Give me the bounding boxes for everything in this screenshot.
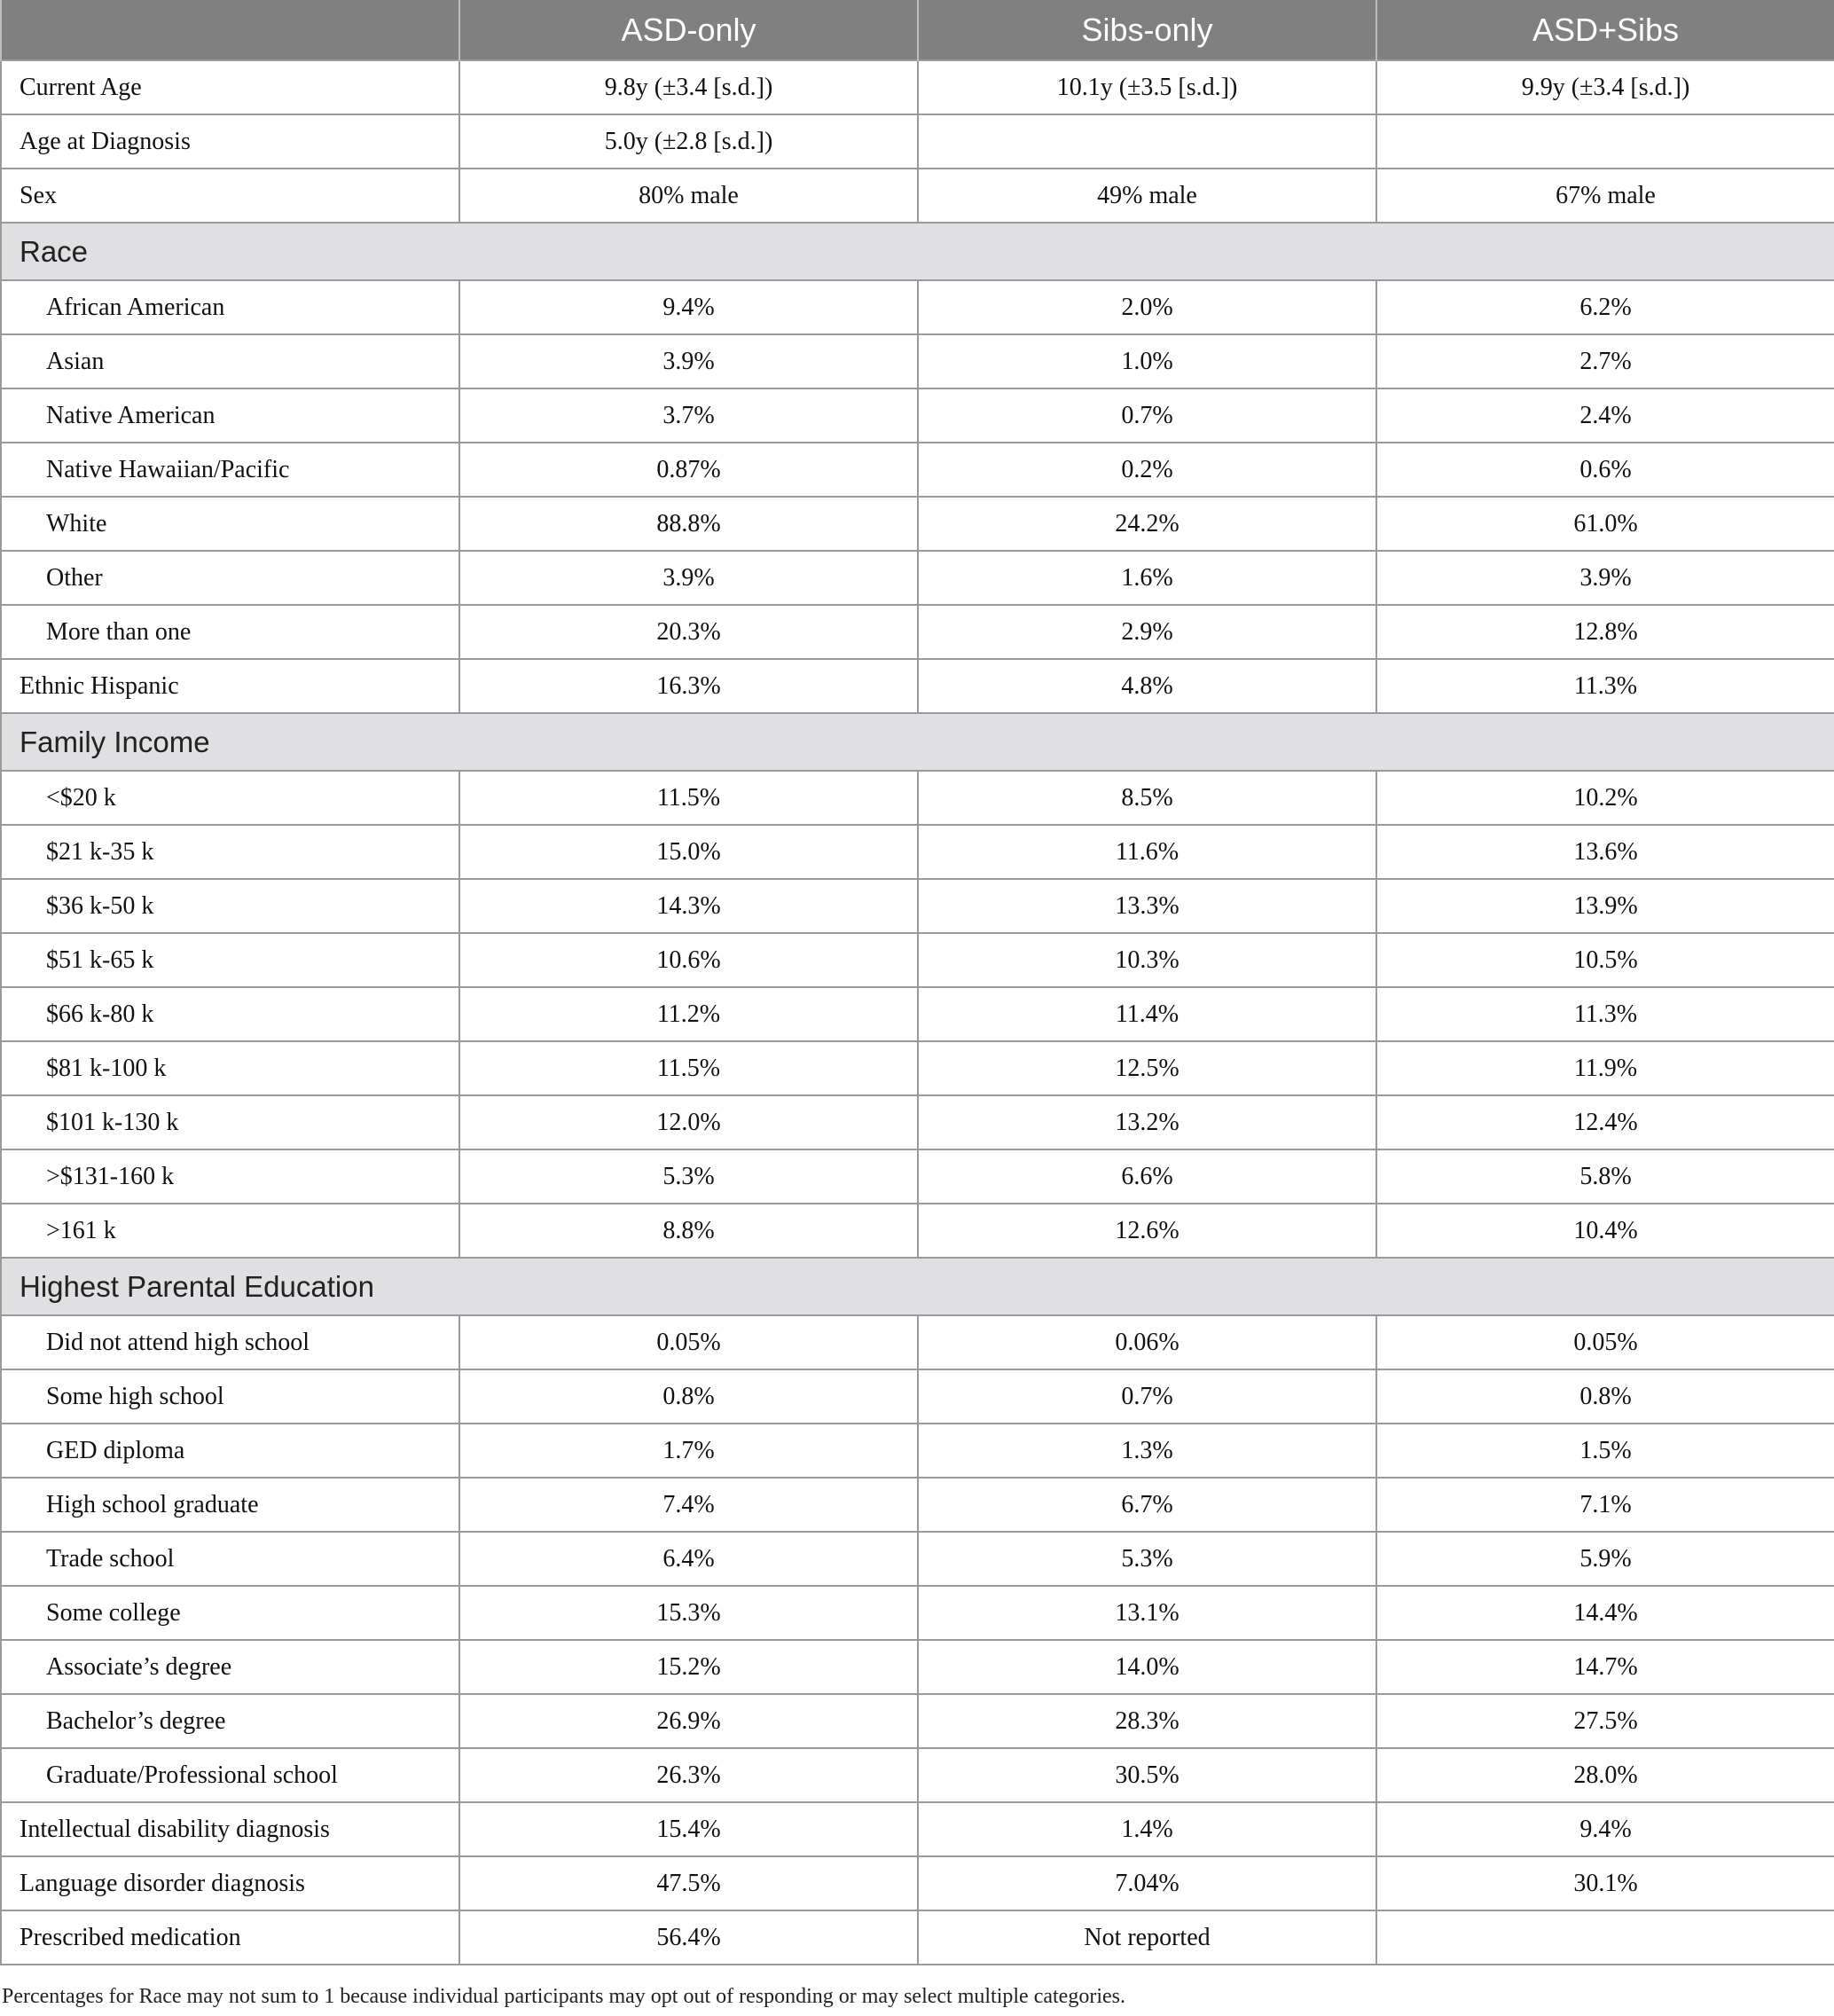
- cell-asd-only: 9.4%: [459, 280, 918, 334]
- row-label: Other: [1, 551, 459, 605]
- row-label: $36 k-50 k: [1, 879, 459, 933]
- header-blank: [1, 0, 459, 60]
- row-label: $66 k-80 k: [1, 987, 459, 1041]
- cell-asd-only: 56.4%: [459, 1910, 918, 1965]
- cell-sibs-only: 30.5%: [918, 1748, 1376, 1802]
- cell-asd-only: 6.4%: [459, 1532, 918, 1586]
- section-header-row: [1, 223, 1834, 280]
- cell-asd-sibs: 11.3%: [1376, 987, 1834, 1041]
- cell-sibs-only: 12.5%: [918, 1041, 1376, 1095]
- row-label: Current Age: [1, 60, 459, 114]
- cell-asd-sibs: 12.4%: [1376, 1095, 1834, 1149]
- table-row: [1, 605, 1834, 659]
- cell-asd-sibs: 0.05%: [1376, 1315, 1834, 1369]
- cell-sibs-only: 7.04%: [918, 1856, 1376, 1910]
- header-asd-only: ASD-only: [459, 0, 918, 60]
- cell-sibs-only: 11.4%: [918, 987, 1376, 1041]
- cell-sibs-only: 12.6%: [918, 1204, 1376, 1258]
- cell-asd-only: 16.3%: [459, 659, 918, 713]
- table-row: [1, 1315, 1834, 1369]
- cell-asd-sibs: 3.9%: [1376, 551, 1834, 605]
- cell-asd-only: 3.7%: [459, 388, 918, 443]
- table-row: [1, 1478, 1834, 1532]
- cell-asd-sibs: [1376, 1910, 1834, 1965]
- header-row: [1, 0, 1834, 60]
- cell-sibs-only: 0.7%: [918, 388, 1376, 443]
- row-label: Age at Diagnosis: [1, 114, 459, 169]
- table-row: [1, 169, 1834, 223]
- cell-asd-only: 15.4%: [459, 1802, 918, 1856]
- cell-asd-only: 15.2%: [459, 1640, 918, 1694]
- cell-asd-only: 15.3%: [459, 1586, 918, 1640]
- table-row: [1, 987, 1834, 1041]
- cell-asd-only: 11.2%: [459, 987, 918, 1041]
- cell-sibs-only: 6.6%: [918, 1149, 1376, 1204]
- cell-asd-sibs: 13.9%: [1376, 879, 1834, 933]
- cell-asd-sibs: 0.8%: [1376, 1369, 1834, 1424]
- table-row: [1, 1149, 1834, 1204]
- cell-asd-sibs: 2.7%: [1376, 334, 1834, 388]
- row-label: Native Hawaiian/Pacific: [1, 443, 459, 497]
- table-body: [1, 60, 1834, 1965]
- cell-sibs-only: 1.3%: [918, 1424, 1376, 1478]
- cell-sibs-only: 10.1y (±3.5 [s.d.]): [918, 60, 1376, 114]
- cell-asd-only: 5.3%: [459, 1149, 918, 1204]
- table-row: [1, 1640, 1834, 1694]
- table-row: [1, 1095, 1834, 1149]
- cell-sibs-only: 28.3%: [918, 1694, 1376, 1748]
- row-label: >161 k: [1, 1204, 459, 1258]
- cell-sibs-only: 0.2%: [918, 443, 1376, 497]
- cell-sibs-only: [918, 114, 1376, 169]
- cell-sibs-only: 24.2%: [918, 497, 1376, 551]
- cell-asd-sibs: 5.8%: [1376, 1149, 1834, 1204]
- cell-sibs-only: 11.6%: [918, 825, 1376, 879]
- row-label: Sex: [1, 169, 459, 223]
- table-row: [1, 60, 1834, 114]
- cell-sibs-only: Not reported: [918, 1910, 1376, 1965]
- cell-asd-sibs: 2.4%: [1376, 388, 1834, 443]
- table-row: [1, 280, 1834, 334]
- cell-asd-only: 0.05%: [459, 1315, 918, 1369]
- cell-asd-sibs: [1376, 114, 1834, 169]
- cell-asd-sibs: 14.7%: [1376, 1640, 1834, 1694]
- table-row: [1, 1802, 1834, 1856]
- cell-asd-only: 15.0%: [459, 825, 918, 879]
- cell-asd-only: 47.5%: [459, 1856, 918, 1910]
- header-asd-sibs: ASD+Sibs: [1376, 0, 1834, 60]
- table-row: [1, 1424, 1834, 1478]
- row-label: Ethnic Hispanic: [1, 659, 459, 713]
- cell-sibs-only: 10.3%: [918, 933, 1376, 987]
- row-label: Asian: [1, 334, 459, 388]
- cell-asd-sibs: 27.5%: [1376, 1694, 1834, 1748]
- table-row: [1, 1910, 1834, 1965]
- cell-sibs-only: 8.5%: [918, 771, 1376, 825]
- row-label: $101 k-130 k: [1, 1095, 459, 1149]
- row-label: White: [1, 497, 459, 551]
- cell-sibs-only: 5.3%: [918, 1532, 1376, 1586]
- cell-sibs-only: 2.0%: [918, 280, 1376, 334]
- table-row: [1, 114, 1834, 169]
- cell-sibs-only: 14.0%: [918, 1640, 1376, 1694]
- row-label: GED diploma: [1, 1424, 459, 1478]
- row-label: Bachelor’s degree: [1, 1694, 459, 1748]
- cell-asd-sibs: 12.8%: [1376, 605, 1834, 659]
- cell-asd-only: 80% male: [459, 169, 918, 223]
- table-row: [1, 659, 1834, 713]
- cell-asd-only: 26.3%: [459, 1748, 918, 1802]
- cell-asd-sibs: 6.2%: [1376, 280, 1834, 334]
- cell-sibs-only: 2.9%: [918, 605, 1376, 659]
- cell-asd-only: 0.8%: [459, 1369, 918, 1424]
- table-row: [1, 388, 1834, 443]
- row-label: Some high school: [1, 1369, 459, 1424]
- cell-sibs-only: 13.3%: [918, 879, 1376, 933]
- row-label: $51 k-65 k: [1, 933, 459, 987]
- cell-sibs-only: 0.7%: [918, 1369, 1376, 1424]
- table-row: [1, 933, 1834, 987]
- row-label: <$20 k: [1, 771, 459, 825]
- cell-asd-sibs: 1.5%: [1376, 1424, 1834, 1478]
- row-label: More than one: [1, 605, 459, 659]
- row-label: High school graduate: [1, 1478, 459, 1532]
- cell-asd-only: 3.9%: [459, 334, 918, 388]
- section-title: Family Income: [1, 713, 1834, 771]
- cell-asd-sibs: 61.0%: [1376, 497, 1834, 551]
- row-label: $81 k-100 k: [1, 1041, 459, 1095]
- header-sibs-only: Sibs-only: [918, 0, 1376, 60]
- table-row: [1, 1369, 1834, 1424]
- cell-asd-sibs: 10.2%: [1376, 771, 1834, 825]
- cell-sibs-only: 13.2%: [918, 1095, 1376, 1149]
- row-label: Intellectual disability diagnosis: [1, 1802, 459, 1856]
- row-label: Graduate/Professional school: [1, 1748, 459, 1802]
- section-header-row: [1, 713, 1834, 771]
- cell-asd-sibs: 7.1%: [1376, 1478, 1834, 1532]
- table-row: [1, 1204, 1834, 1258]
- cell-asd-only: 11.5%: [459, 771, 918, 825]
- table-row: [1, 1586, 1834, 1640]
- cell-asd-only: 10.6%: [459, 933, 918, 987]
- cell-sibs-only: 1.0%: [918, 334, 1376, 388]
- cell-asd-only: 88.8%: [459, 497, 918, 551]
- cell-sibs-only: 4.8%: [918, 659, 1376, 713]
- table-row: [1, 1694, 1834, 1748]
- section-header-row: [1, 1258, 1834, 1315]
- cell-asd-sibs: 30.1%: [1376, 1856, 1834, 1910]
- section-title: Highest Parental Education: [1, 1258, 1834, 1315]
- cell-asd-only: 14.3%: [459, 879, 918, 933]
- cell-asd-only: 8.8%: [459, 1204, 918, 1258]
- row-label: Trade school: [1, 1532, 459, 1586]
- table-row: [1, 551, 1834, 605]
- cell-asd-only: 0.87%: [459, 443, 918, 497]
- row-label: Did not attend high school: [1, 1315, 459, 1369]
- cell-sibs-only: 1.6%: [918, 551, 1376, 605]
- row-label: Language disorder diagnosis: [1, 1856, 459, 1910]
- table-row: [1, 1532, 1834, 1586]
- table-row: [1, 825, 1834, 879]
- cell-asd-only: 5.0y (±2.8 [s.d.]): [459, 114, 918, 169]
- cell-asd-sibs: 11.3%: [1376, 659, 1834, 713]
- table-row: [1, 1041, 1834, 1095]
- table-row: [1, 443, 1834, 497]
- cell-asd-only: 3.9%: [459, 551, 918, 605]
- cell-sibs-only: 49% male: [918, 169, 1376, 223]
- cell-asd-only: 7.4%: [459, 1478, 918, 1532]
- row-label: $21 k-35 k: [1, 825, 459, 879]
- row-label: African American: [1, 280, 459, 334]
- cell-asd-sibs: 9.4%: [1376, 1802, 1834, 1856]
- cell-asd-only: 9.8y (±3.4 [s.d.]): [459, 60, 918, 114]
- cell-asd-sibs: 11.9%: [1376, 1041, 1834, 1095]
- cell-asd-sibs: 5.9%: [1376, 1532, 1834, 1586]
- cell-sibs-only: 13.1%: [918, 1586, 1376, 1640]
- cell-asd-only: 26.9%: [459, 1694, 918, 1748]
- table-footnote: Percentages for Race may not sum to 1 because individual participants may opt out of responding or may select multiple categories.: [2, 1985, 1125, 2008]
- row-label: Some college: [1, 1586, 459, 1640]
- cell-asd-sibs: 10.4%: [1376, 1204, 1834, 1258]
- row-label: Native American: [1, 388, 459, 443]
- cell-asd-only: 12.0%: [459, 1095, 918, 1149]
- row-label: >$131-160 k: [1, 1149, 459, 1204]
- table-row: [1, 771, 1834, 825]
- cell-asd-only: 11.5%: [459, 1041, 918, 1095]
- cell-asd-sibs: 9.9y (±3.4 [s.d.]): [1376, 60, 1834, 114]
- cell-asd-sibs: 67% male: [1376, 169, 1834, 223]
- cell-asd-sibs: 13.6%: [1376, 825, 1834, 879]
- cell-asd-sibs: 10.5%: [1376, 933, 1834, 987]
- cell-asd-only: 1.7%: [459, 1424, 918, 1478]
- table-row: [1, 334, 1834, 388]
- cell-sibs-only: 1.4%: [918, 1802, 1376, 1856]
- table-row: [1, 1856, 1834, 1910]
- cell-sibs-only: 0.06%: [918, 1315, 1376, 1369]
- cell-sibs-only: 6.7%: [918, 1478, 1376, 1532]
- table-row: [1, 879, 1834, 933]
- section-title: Race: [1, 223, 1834, 280]
- row-label: Associate’s degree: [1, 1640, 459, 1694]
- cell-asd-sibs: 14.4%: [1376, 1586, 1834, 1640]
- table-row: [1, 1748, 1834, 1802]
- row-label: Prescribed medication: [1, 1910, 459, 1965]
- cell-asd-sibs: 28.0%: [1376, 1748, 1834, 1802]
- table-row: [1, 497, 1834, 551]
- cell-asd-only: 20.3%: [459, 605, 918, 659]
- cell-asd-sibs: 0.6%: [1376, 443, 1834, 497]
